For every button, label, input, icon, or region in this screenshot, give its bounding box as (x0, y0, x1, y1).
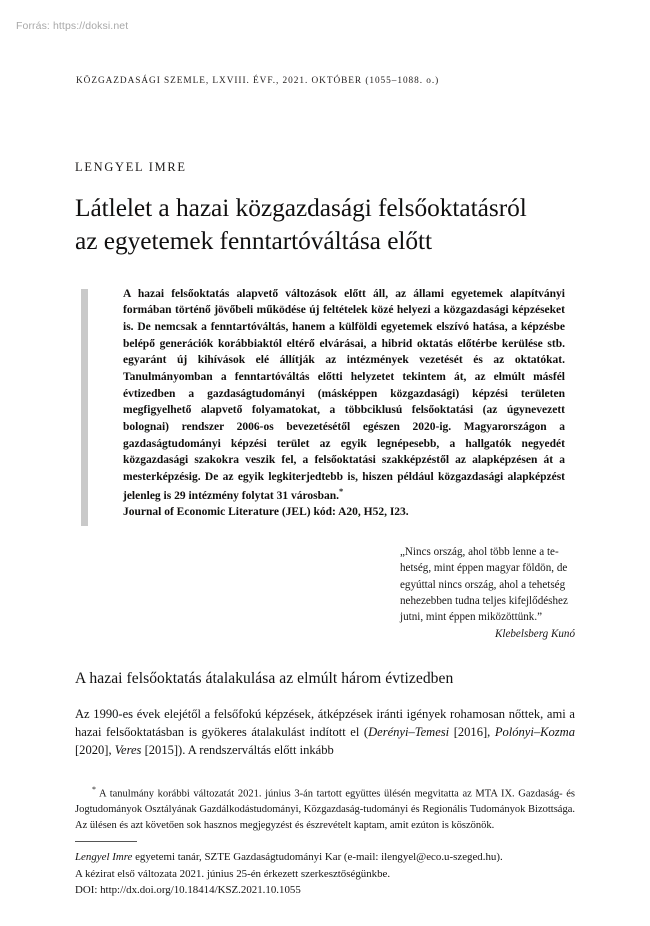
citation-veres: Veres (114, 743, 142, 758)
page-content (75, 0, 575, 926)
abstract-body: A hazai felsőoktatás alapvető változások előtt áll, az állami egyetemek alapítványi formában történő jövőbeli működése új feltételek közé helyezi a közgazdasági képzéseket is. De nemcsak a fenntartóváltás, hanem a külföldi egyetemek elszívó hatása, a képzésbe belépő generációk korábbiaktól eltérő elvárásai, a hibrid oktatás előtérbe kerülése stb. egyaránt új kihívások elé állítják az intézmények vezetését és az oktatókat. Tanulmányomban a fenntartóváltás előtti helyzetet tekintem át, az elmúlt másfél évtizedben a gazdaságtudományi (másképpen közgazdasági) képzési területen megfigyelhető alapvető folyamatokat, a többciklusú felsőoktatási (az úgynevezett bolognai) rendszer 2006-os bevezetésétől egészen 2020-ig. Magyarországon a gazdaságtudományi képzési terület az egyik legnépesebb, a hallgatók negyedét közgazdasági szakokra veszik fel, a felsőoktatási szakképzéstől az alapképzésen át a mesterképzésig. De az egyik legkiterjedtebb is, hiszen például közgazdasági alapképzést jelenleg is 29 intézmény folytat 31 városban. (123, 287, 565, 502)
body-text-part-3: [2020], (75, 743, 115, 758)
abstract-footnote-marker: * (339, 486, 344, 496)
citation-derenyi-temesi: Derényi–Temesi (368, 724, 450, 739)
title-line-2: az egyetemek fenntartóváltása előtt (75, 227, 433, 256)
colophon-divider (75, 841, 137, 842)
footnote-marker: * (92, 785, 96, 795)
citation-polonyi-kozma: Polónyi–Kozma (494, 724, 575, 739)
title-line-1: Látlelet a hazai közgazdasági felsőoktatásról (75, 194, 527, 222)
section-heading: A hazai felsőoktatás átalakulása az elmúlt három évtizedben (75, 669, 454, 687)
epigraph-line-5: jutni, mint éppen miközöttünk.” (400, 611, 543, 624)
colophon-block (75, 849, 575, 899)
abstract-accent-bar (81, 289, 88, 526)
abstract-text (123, 286, 565, 521)
colophon-manuscript-line: A kézirat első változata 2021. június 25-én érkezett szerkesztőségünkbe. (75, 867, 391, 880)
body-text-part-1: Az 1990-es évek elejétől a felsőfokú képzések, átképzések iránti igények rohamosan nőttek, ami a hazai felsőoktatásban is gyökeres átalakulást indított el ( (75, 706, 575, 739)
colophon-doi-line: DOI: http://dx.doi.org/10.18414/KSZ.2021.10.1055 (75, 884, 301, 897)
epigraph-line-2: hetség, mint éppen magyar földön, de (400, 562, 568, 575)
footnote-text: A tanulmány korábbi változatát 2021. június 3-án tartott együttes ülésén megvitatta az MTA IX. Gazdaság- és Jogtudományok Osztályának Gazdálkodástudományi, Közgazdaság-tudományi és Regionális Tudományok Bizottsága. Az ülésen és azt követően sok hasznos megjegyzést és észrevételt kaptam, amit ezúton is köszönök. (75, 788, 575, 831)
footnote-block (75, 784, 575, 833)
article-author-eyebrow: LENGYEL IMRE (75, 160, 187, 174)
body-text-part-4: [2015]). A rendszerváltás előtt inkább (141, 743, 334, 758)
body-paragraph (75, 705, 575, 760)
epigraph-line-3: egyúttal nincs ország, ahol a tehetség (400, 578, 566, 591)
abstract-paragraph (123, 286, 565, 505)
epigraph-line-4: nehezebben tudna teljes kifejlődéshez (400, 594, 568, 607)
colophon-author-name: Lengyel Imre (75, 851, 133, 864)
epigraph-attribution: Klebelsberg Kunó (494, 628, 575, 641)
abstract-block (75, 286, 575, 521)
colophon-author-line (75, 849, 575, 866)
epigraph-block (400, 544, 575, 643)
journal-running-head: KÖZGAZDASÁGI SZEMLE, LXVIII. ÉVF., 2021. OKTÓBER (1055–1088. o.) (76, 76, 440, 86)
body-text-part-2: [2016], (449, 724, 495, 739)
page-title (75, 192, 575, 259)
footnote-indent (75, 789, 92, 800)
epigraph-line-1: „Nincs ország, ahol több lenne a te- (400, 546, 559, 559)
colophon-affiliation: egyetemi tanár, SZTE Gazdaságtudományi Kar (e-mail: ilengyel@eco.u-szeged.hu). (132, 851, 503, 864)
jel-codes: Journal of Economic Literature (JEL) kód: A20, H52, I23. (123, 506, 409, 519)
source-watermark: Forrás: https://doksi.net (16, 20, 129, 32)
